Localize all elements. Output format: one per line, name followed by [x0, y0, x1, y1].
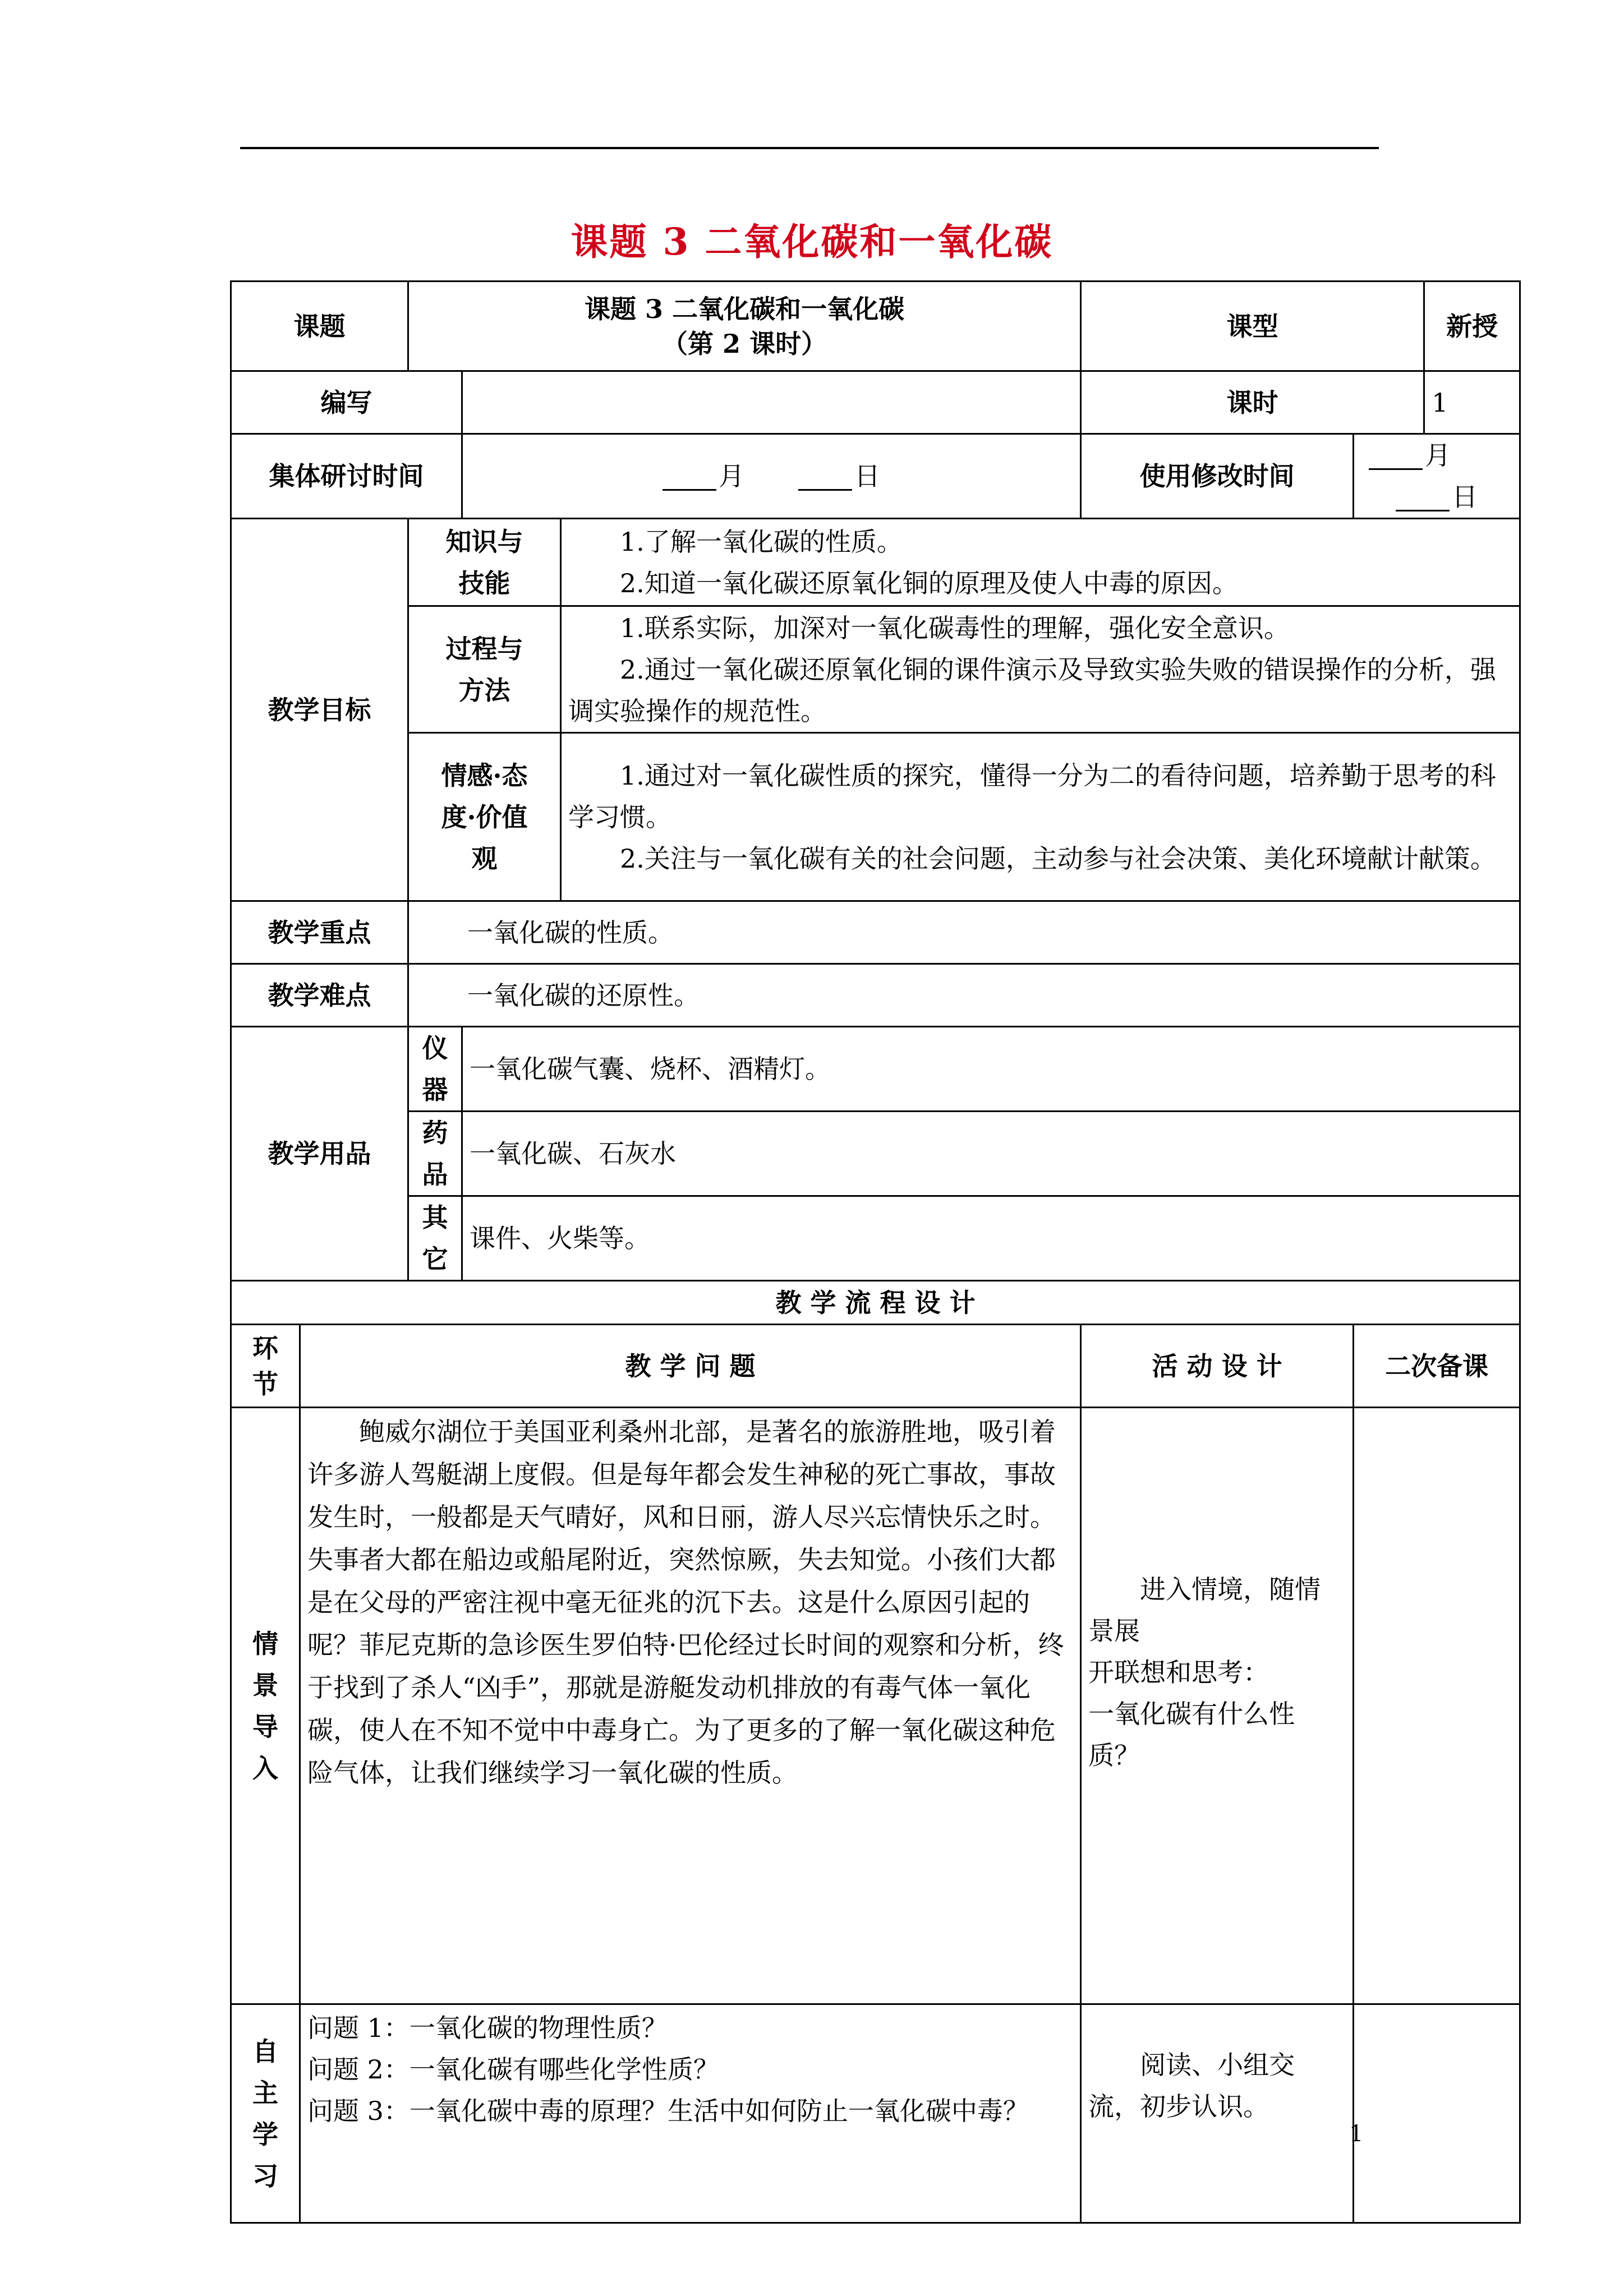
author-label: 编写	[231, 371, 462, 434]
reagents-row	[231, 1112, 1520, 1196]
hours-value: 1	[1424, 371, 1520, 434]
emotion-label-line: 度·价值	[441, 801, 528, 832]
instruments-text: 一氧化碳气囊、烧杯、酒精灯。	[462, 1027, 1520, 1112]
process-label	[408, 606, 561, 733]
intro-question	[300, 1408, 1081, 2004]
emotion-label	[408, 733, 561, 901]
stage-header	[231, 1325, 300, 1408]
flow-row-self-study	[231, 2004, 1520, 2223]
topic-line-2: （第 2 课时）	[662, 328, 827, 359]
objective-emotion-row	[231, 733, 1520, 901]
month-text: 月	[1425, 440, 1451, 471]
others-text: 课件、火柴等。	[462, 1196, 1520, 1281]
type-value: 新授	[1424, 282, 1520, 371]
stage-intro	[231, 1408, 300, 2004]
difficulty-row	[231, 964, 1520, 1027]
stage-char: 主	[252, 2077, 278, 2108]
knowledge-label	[408, 519, 561, 606]
month-text: 月	[719, 461, 745, 491]
objective-item: 2.知道一氧化碳还原氧化铜的原理及使人中毒的原因。	[620, 568, 1238, 598]
key-point-label: 教学重点	[231, 901, 408, 964]
stage-char: 景	[252, 1670, 278, 1700]
day-blank	[798, 460, 852, 491]
revise-time-value	[1354, 434, 1520, 519]
stage-header-text: 环节	[252, 1333, 278, 1399]
stage-char: 情	[252, 1628, 278, 1659]
flow-title: 教 学 流 程 设 计	[231, 1281, 1520, 1325]
stage-char: 入	[252, 1753, 278, 1783]
flow-header-row	[231, 1325, 1520, 1408]
emotion-label-line: 观	[471, 843, 498, 874]
materials-label: 教学用品	[231, 1027, 408, 1281]
flow-row-intro	[231, 1408, 1520, 2004]
reagents-text: 一氧化碳、石灰水	[462, 1112, 1520, 1196]
knowledge-label-line: 技能	[458, 568, 510, 598]
question-item: 问题 3：一氧化碳中毒的原理？生活中如何防止一氧化碳中毒？	[307, 2096, 1029, 2126]
objective-item: 1.通过对一氧化碳性质的探究，懂得一分为二的看待问题，培养勤于思考的科学习惯。	[568, 760, 1496, 832]
month-blank	[663, 460, 716, 491]
objective-item: 1.了解一氧化碳的性质。	[620, 526, 903, 557]
difficulty-label: 教学难点	[231, 964, 408, 1027]
flow-title-row	[231, 1281, 1520, 1325]
question-header: 教 学 问 题	[300, 1325, 1081, 1408]
stage-char: 导	[252, 1711, 278, 1742]
activity-line: 阅读、小组交流，初步认识。	[1088, 2050, 1295, 2122]
difficulty-text: 一氧化碳的还原性。	[408, 964, 1520, 1027]
instruments-row	[231, 1027, 1520, 1112]
author-row	[231, 371, 1520, 434]
knowledge-text	[561, 519, 1520, 606]
lesson-plan-table	[230, 280, 1521, 2224]
emotion-text	[561, 733, 1520, 901]
day-text: 日	[854, 461, 881, 491]
month-blank	[1369, 439, 1423, 470]
self-study-questions	[300, 2004, 1081, 2223]
header-rule	[240, 147, 1379, 149]
activity-line: 进入情境，随情景展	[1088, 1574, 1321, 1646]
objective-item: 2.关注与一氧化碳有关的社会问题，主动参与社会决策、美化环境献计献策。	[620, 843, 1496, 874]
instruments-label: 仪器	[408, 1027, 462, 1112]
author-value	[462, 371, 1081, 434]
knowledge-label-line: 知识与	[445, 526, 523, 557]
emotion-label-line: 情感·态	[441, 760, 528, 791]
stage-char: 自	[252, 2036, 278, 2067]
page-number: 1	[1349, 2121, 1364, 2147]
activity-line: 一氧化碳有什么性质？	[1088, 1698, 1295, 1771]
topic-label: 课题	[231, 282, 408, 371]
objectives-label: 教学目标	[231, 519, 408, 901]
question-item: 问题 1：一氧化碳的物理性质？	[307, 2013, 668, 2043]
day-text: 日	[1452, 482, 1478, 512]
reagents-label: 药品	[408, 1112, 462, 1196]
day-blank	[1396, 481, 1450, 511]
process-label-line: 方法	[458, 675, 510, 706]
topic-value	[408, 282, 1081, 371]
key-point-text: 一氧化碳的性质。	[408, 901, 1520, 964]
key-point-row	[231, 901, 1520, 964]
activity-header: 活 动 设 计	[1081, 1325, 1354, 1408]
discuss-time-value	[462, 434, 1081, 519]
stage-self-study	[231, 2004, 300, 2223]
document-title: 课题 3 二氧化碳和一氧化碳	[571, 220, 1053, 264]
schedule-row	[231, 434, 1520, 519]
topic-line-1: 课题 3 二氧化碳和一氧化碳	[585, 293, 905, 324]
objective-item: 1.联系实际，加深对一氧化碳毒性的理解，强化安全意识。	[620, 612, 1290, 643]
stage-char: 学	[252, 2119, 278, 2150]
process-text	[561, 606, 1520, 733]
revise-time-label: 使用修改时间	[1081, 434, 1354, 519]
self-study-notes	[1354, 2004, 1520, 2223]
activity-line: 开联想和思考：	[1088, 1657, 1269, 1688]
objective-knowledge-row	[231, 519, 1520, 606]
notes-header: 二次备课	[1354, 1325, 1520, 1408]
objective-process-row	[231, 606, 1520, 733]
others-label: 其它	[408, 1196, 462, 1281]
others-row	[231, 1196, 1520, 1281]
self-study-activity	[1081, 2004, 1354, 2223]
intro-notes	[1354, 1408, 1520, 2004]
objective-item: 2.通过一氧化碳还原氧化铜的课件演示及导致实验失败的错误操作的分析，强调实验操作的规范性。	[568, 654, 1496, 726]
discuss-time-label: 集体研讨时间	[231, 434, 462, 519]
type-label: 课型	[1081, 282, 1424, 371]
topic-row	[231, 282, 1520, 371]
intro-question-text: 鲍威尔湖位于美国亚利桑州北部，是著名的旅游胜地，吸引着许多游人驾艇湖上度假。但是每年都会发生神秘的死亡事故，事故发生时，一般都是天气晴好，风和日丽，游人尽兴忘情快乐之时。失事者大都在船边或船尾附近，突然惊厥，失去知觉。小孩们大都是在父母的严密注视中毫无征兆的沉下去。这是什么原因引起的呢？菲尼克斯的急诊医生罗伯特·巴伦经过长时间的观察和分析，终于找到了杀人“凶手”，那就是游艇发动机排放的有毒气体一氧化碳，使人在不知不觉中中毒身亡。为了更多的了解一氧化碳这种危险气体，让我们继续学习一氧化碳的性质。	[307, 1417, 1064, 1788]
stage-char: 习	[252, 2160, 278, 2191]
intro-activity	[1081, 1408, 1354, 2004]
hours-label: 课时	[1081, 371, 1424, 434]
process-label-line: 过程与	[445, 633, 523, 664]
question-item: 问题 2：一氧化碳有哪些化学性质？	[307, 2054, 719, 2085]
